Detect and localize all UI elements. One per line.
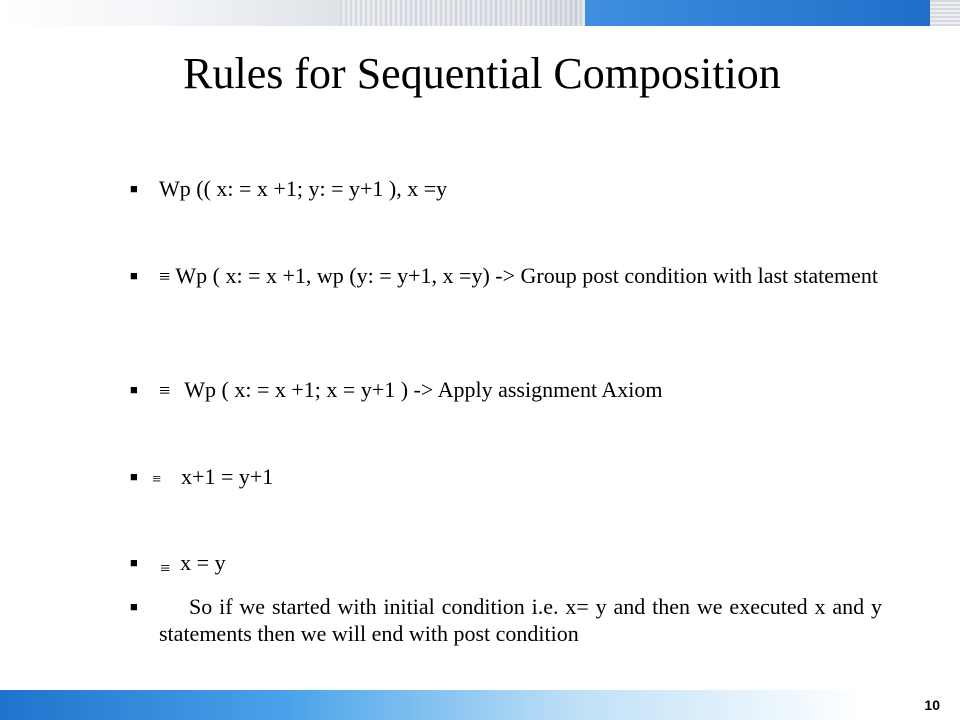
equivalence-symbol: ≡ <box>159 266 171 288</box>
bullet-marker-icon <box>130 376 140 403</box>
equivalence-symbol: ≡ <box>159 380 171 402</box>
bullet-text: x = y <box>180 550 226 575</box>
bullet-marker-icon <box>130 262 140 289</box>
bullet-text: Wp ( x: = x +1, wp (y: = y+1, x =y) -> Group post condition with last statement <box>175 263 878 288</box>
bullet-marker-icon <box>130 175 140 202</box>
bullet-text-block <box>159 376 882 405</box>
bullet-marker-icon <box>130 593 140 620</box>
bullet-text: Wp ( x: = x +1; x = y+1 ) -> Apply assignment Axiom <box>184 377 663 402</box>
equivalence-symbol: ≡ <box>160 558 171 578</box>
bullet-marker-icon <box>130 463 140 490</box>
page-number: 10 <box>924 697 940 713</box>
equivalence-symbol: ≡ <box>152 471 162 488</box>
bottom-decorative-band <box>0 690 960 720</box>
bullet-text-block <box>152 463 882 493</box>
bullet-text-block <box>159 262 882 291</box>
bullet-text: x+1 = y+1 <box>181 464 274 489</box>
bullet-text: Wp (( x: = x +1; y: = y+1 ), x =y <box>159 176 448 201</box>
bullet-marker-icon <box>130 549 140 576</box>
bullet-text-block <box>160 549 882 578</box>
bullet-text: So if we started with initial condition i.e. x= y and then we executed x and y statements then we will end with post condition <box>159 594 882 646</box>
slide-title: Rules for Sequential Composition <box>183 49 781 98</box>
